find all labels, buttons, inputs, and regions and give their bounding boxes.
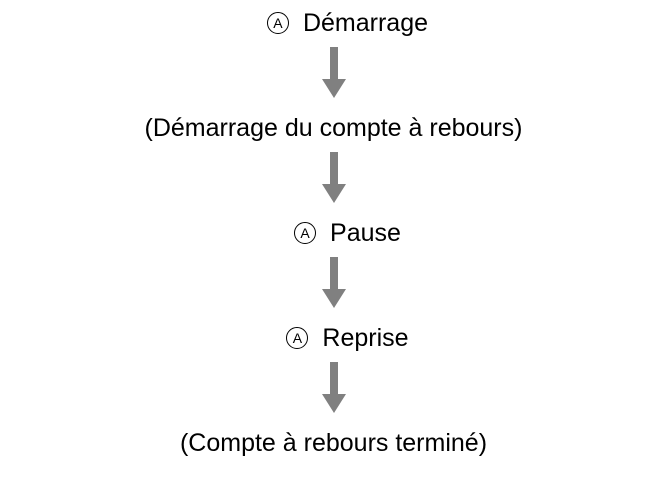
arrow-3-icon: [321, 257, 347, 314]
flow-step-label: Reprise: [322, 324, 409, 352]
circled-a-icon: A: [294, 222, 316, 244]
circled-a-icon: A: [286, 327, 308, 349]
flow-step-resume: [0, 323, 667, 353]
flow-step-label: Démarrage: [302, 9, 429, 37]
flow-step-pause: [0, 218, 667, 248]
arrow-2-icon: [321, 152, 347, 209]
arrow-1-icon: [321, 47, 347, 104]
flow-step-finished: [0, 428, 667, 458]
flow-step-label: (Compte à rebours terminé): [179, 429, 488, 457]
flow-step-countdown: [0, 113, 667, 143]
flow-step-label: Pause: [330, 219, 401, 247]
circled-a-icon: A: [267, 12, 289, 34]
flow-step-label: (Démarrage du compte à rebours): [144, 114, 523, 142]
flow-step-start: [0, 8, 667, 38]
arrow-4-icon: [321, 362, 347, 419]
